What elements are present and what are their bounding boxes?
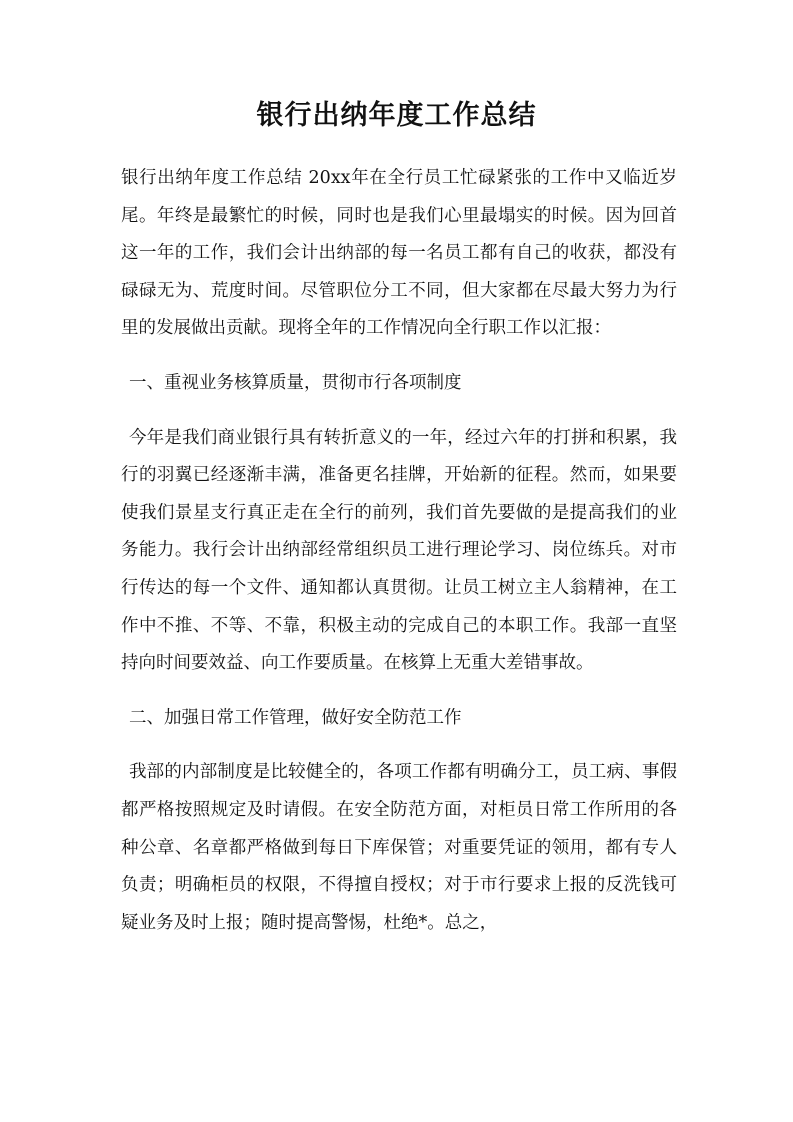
intro-paragraph: 银行出纳年度工作总结 20xx年在全行员工忙碌紧张的工作中又临近岁尾。年终是最繁忙的时候，同时也是我们心里最塌实的时候。因为回首这一年的工作，我们会计出纳部的每一名员工都有自己的收获，都没有碌碌无为、荒度时间。尽管职位分工不同，但大家都在尽最大努力为行里的发展做出贡献。现将全年的工作情况向全行职工作以汇报： [121, 168, 677, 339]
paragraph-spacer [121, 737, 677, 754]
section-1-paragraph: 今年是我们商业银行具有转折意义的一年，经过六年的打拼和积累，我行的羽翼已经逐渐丰满，准备更名挂牌，开始新的征程。然而，如果要使我们景星支行真正走在全行的前列，我们首先要做的是提高我们的业务能力。我行会计出纳部经常组织员工进行理论学习、岗位练兵。对市行传达的每一个文件、通知都认真贯彻。让员工树立主人翁精神，在工作中不推、不等、不靠，积极主动的完成自己的本职工作。我部一直坚持向时间要效益、向工作要质量。在核算上无重大差错事故。 [121, 427, 677, 674]
document-title: 银行出纳年度工作总结 [256, 100, 537, 131]
section-heading-2: 二、加强日常工作管理，做好安全防范工作 [129, 707, 462, 728]
section-heading-1: 一、重视业务核算质量，贯彻市行各项制度 [129, 372, 462, 393]
section-2-paragraph: 我部的内部制度是比较健全的，各项工作都有明确分工，员工病、事假都严格按照规定及时请假。在安全防范方面，对柜员日常工作所用的各种公章、名章都严格做到每日下库保管；对重要凭证的领用，都有专人负责；明确柜员的权限，不得擅自授权；对于市行要求上报的反洗钱可疑业务及时上报；随时提高警惕，杜绝*。总之， [121, 762, 677, 933]
document-body [121, 160, 677, 942]
paragraph-spacer [121, 403, 677, 420]
paragraph-spacer [121, 348, 677, 365]
paragraph-spacer [121, 683, 677, 700]
